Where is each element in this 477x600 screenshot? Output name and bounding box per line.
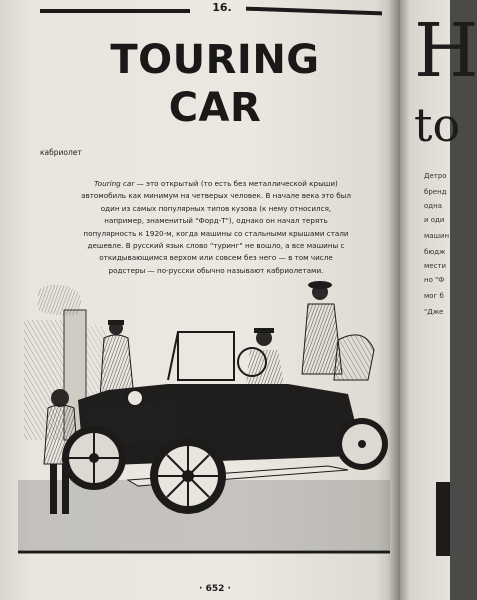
title-line-1: TOURING [110, 37, 320, 83]
right-page-fragment: Детро [424, 172, 447, 180]
right-page-fragment: мести [424, 262, 447, 270]
left-wheel [62, 426, 126, 490]
right-page [400, 0, 477, 600]
body-text: — это открытый (то есть без металлической крыши) автомобиль как минимум на четверых человек. В начале века это был один из самых популярных типов кузова (к нему относился, например, знаменитый "Форд-Т"), однако он начал терять популярность к 1920-м, когда машины со стальными крышами стали дешевле. В русский язык слово "туринг" не вошло, а все машины с откидывающимся верхом или совсем без него — в том числе родстеры — по-русски обычно называют кабриолетами. [81, 179, 351, 275]
right-page-fragment: бюдж [424, 248, 446, 256]
right-page-fragment: бренд [424, 188, 447, 196]
front-wheel [150, 438, 226, 514]
rear-wheel [336, 418, 388, 470]
body-lead-term: Touring car [94, 179, 135, 188]
right-page-fragment: и оди [424, 216, 445, 224]
driver [238, 328, 284, 386]
standing-passenger [302, 281, 374, 380]
right-page-fragment: машин [424, 232, 450, 240]
subtitle: кабриолет [40, 148, 82, 157]
right-page-fragment: "Дже [424, 308, 444, 316]
header-rule-right [246, 7, 382, 16]
right-page-fragment: но "Ф [424, 276, 445, 284]
touring-car-illustration [18, 280, 390, 556]
body-paragraph [80, 178, 352, 277]
title-line-2: CAR [168, 85, 262, 131]
right-page-big-word: to [414, 98, 461, 152]
header-rule-left [40, 9, 190, 13]
right-page-fragment: мог б [424, 292, 444, 300]
right-page-dark-block [436, 482, 450, 556]
chapter-number: 16. [212, 1, 232, 14]
right-page-fragment: одна [424, 202, 442, 210]
page-number: · 652 · [199, 584, 231, 594]
right-page-big-letter: H [414, 8, 477, 94]
